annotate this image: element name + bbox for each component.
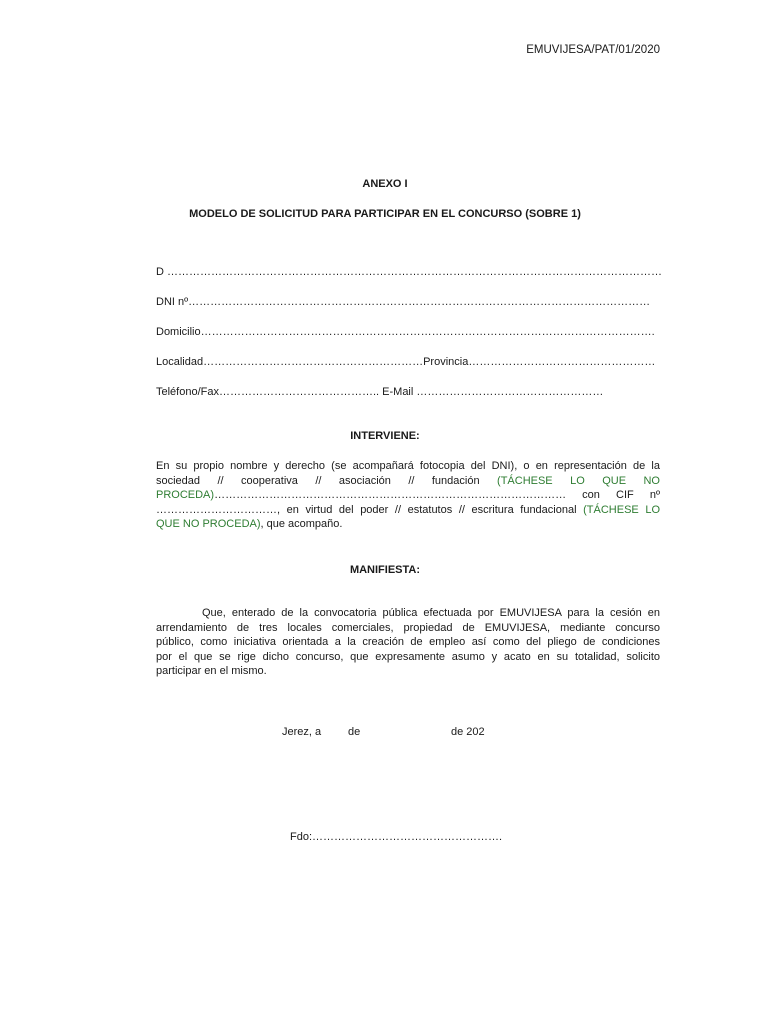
field-d: D ………………………………………………………………………………………………………………………	[156, 266, 662, 278]
interviene-line-1: En su propio nombre y derecho (se acompañará fotocopia del DNI), o en representación de la	[156, 460, 660, 472]
form-title: MODELO DE SOLICITUD PARA PARTICIPAR EN EL CONCURSO (SOBRE 1)	[189, 208, 581, 220]
interviene-text: , que acompaño.	[260, 518, 343, 531]
interviene-line-2	[156, 474, 660, 489]
field-localidad-provincia: Localidad……………………………………………………Provincia……………………………………………	[156, 356, 656, 368]
interviene-line-5	[156, 517, 660, 532]
interviene-paragraph	[156, 459, 660, 532]
manifiesta-line-3: público, como iniciativa orientada a la creación de empleo así como del pliego de condiciones	[156, 636, 660, 649]
manifiesta-line-5: participar en el mismo.	[156, 665, 267, 678]
interviene-heading: INTERVIENE:	[350, 430, 420, 442]
field-telefono-email: Teléfono/Fax…………………………………….. E-Mail ……………………………………………	[156, 386, 604, 398]
tachese-note: QUE NO PROCEDA)	[156, 518, 261, 531]
interviene-line-3	[156, 488, 660, 503]
interviene-text: ……………………………, en virtud del poder // estatutos // escritura fundacional	[156, 503, 584, 516]
field-dni: DNI nº………………………………………………………………………………………………………………	[156, 296, 651, 308]
field-domicilio: Domicilio…………………………………………………………………………………………………………….	[156, 326, 655, 338]
interviene-text: …………………………………………………………………………………… con CIF nº	[214, 489, 660, 502]
manifiesta-heading: MANIFIESTA:	[349, 564, 421, 576]
interviene-line-4	[156, 503, 660, 518]
date-de-month: de	[348, 726, 361, 738]
manifiesta-paragraph	[156, 606, 660, 679]
signature-line: Fdo:…………………………………………….	[290, 831, 503, 843]
document-reference: EMUVIJESA/PAT/01/2020	[526, 44, 660, 56]
manifiesta-line-2: arrendamiento de tres locales comerciales, propiedad de EMUVIJESA, mediante concurso	[156, 621, 660, 634]
annex-title: ANEXO I	[362, 178, 408, 190]
tachese-note: (TÁCHESE LO QUE NO	[497, 474, 660, 487]
manifiesta-text: Que, enterado de la convocatoria pública efectuada por EMUVIJESA para la cesión en	[202, 607, 660, 619]
date-de-year: de 202	[451, 726, 485, 738]
interviene-text: sociedad // cooperativa // asociación // fundación	[156, 474, 498, 487]
manifiesta-line-1	[156, 606, 660, 621]
tachese-note: (TÁCHESE LO	[583, 503, 660, 516]
manifiesta-line-4: por el que se rige dicho concurso, que expresamente asumo y acato en su totalidad, solicito	[156, 650, 660, 663]
date-city: Jerez, a	[282, 726, 322, 738]
tachese-note: PROCEDA)	[156, 489, 215, 502]
